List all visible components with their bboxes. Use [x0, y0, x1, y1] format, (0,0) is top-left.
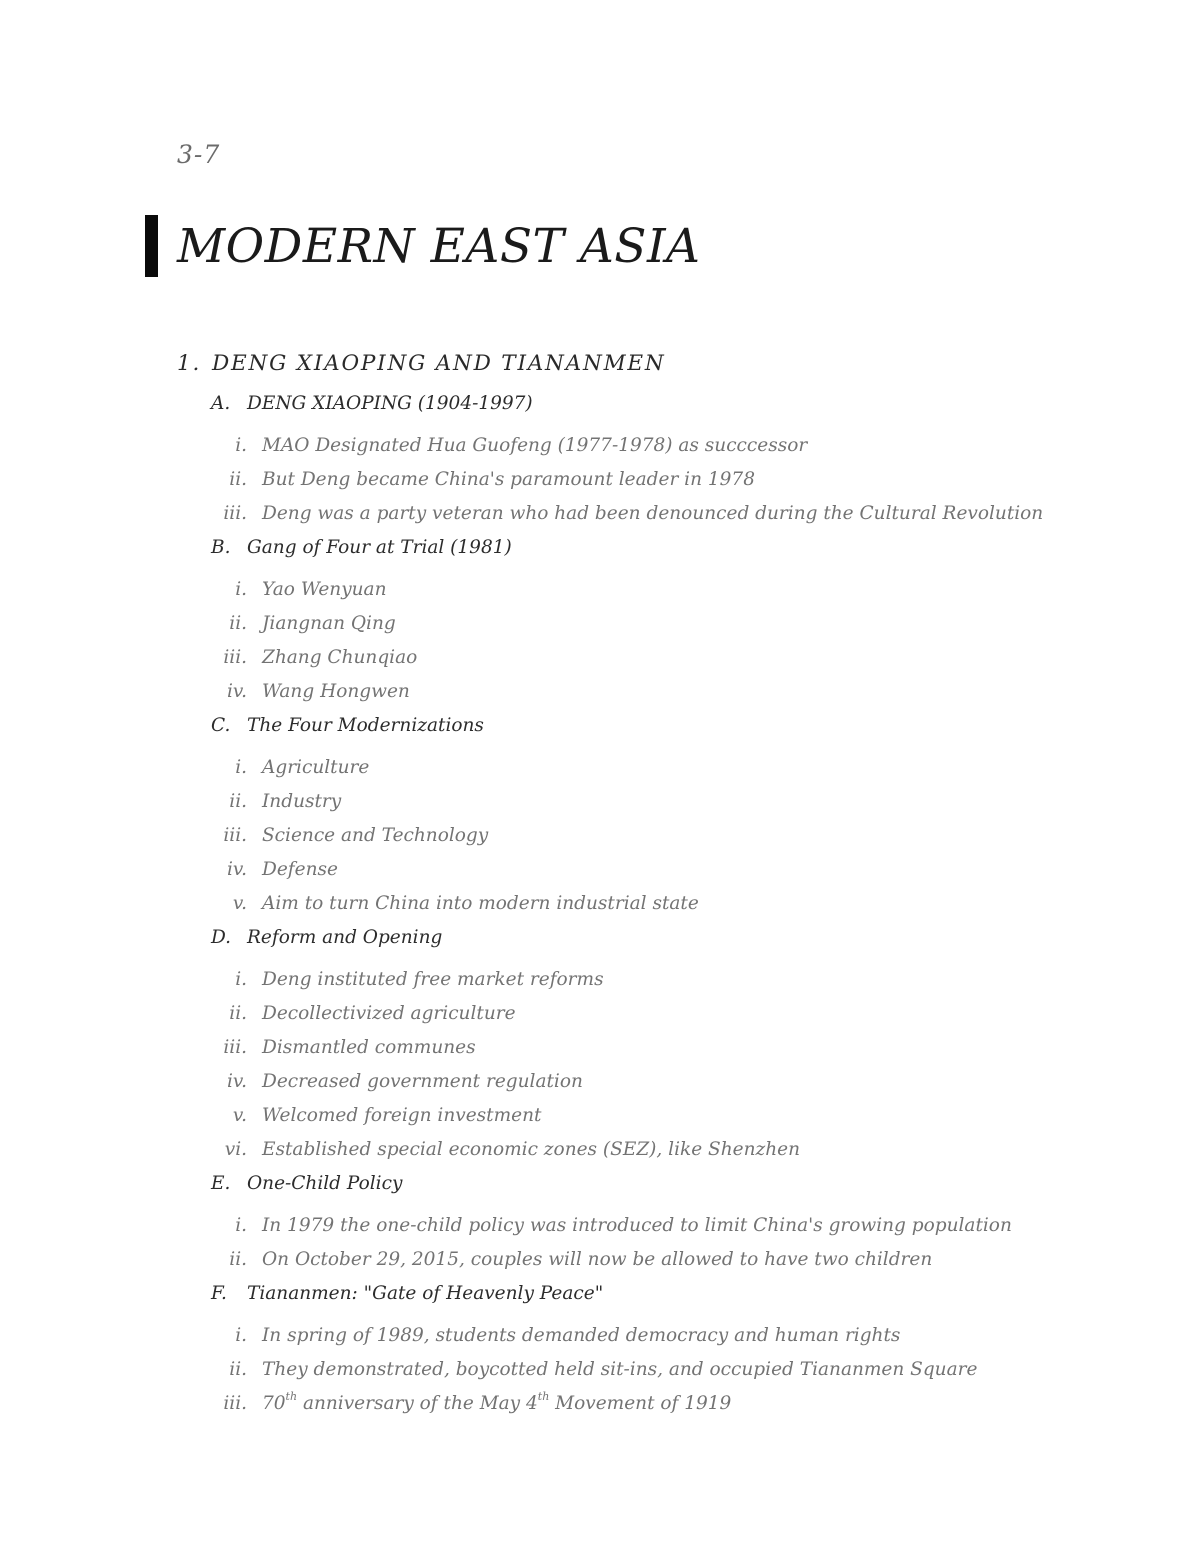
subsection-label: B. [211, 537, 231, 558]
superscript: th [537, 1389, 550, 1403]
list-item-number: ii. [229, 613, 247, 634]
section-heading [177, 350, 666, 378]
list-item-number: v. [232, 893, 247, 914]
list-item-number: ii. [229, 1359, 247, 1380]
list-item-number: i. [235, 1215, 247, 1236]
list-item-text: Deng was a party veteran who had been denounced during the Cultural Revolution [262, 503, 1044, 524]
list-item-text: Dismantled communes [262, 1037, 476, 1058]
list-item-number: iv. [226, 681, 247, 702]
text-run: anniversary of the May 4 [297, 1393, 538, 1414]
list-item-number: ii. [229, 791, 247, 812]
list-item-text: Decollectivized agriculture [262, 1003, 516, 1024]
subsection-label: E. [211, 1173, 231, 1194]
list-item-text [262, 1389, 732, 1416]
list-item-text: On October 29, 2015, couples will now be allowed to have two children [262, 1249, 933, 1270]
section-title: DENG XIAOPING AND TIANANMEN [212, 351, 666, 376]
list-item-number: iii. [223, 503, 247, 524]
subsection-heading [211, 926, 442, 950]
list-item-number: iii. [223, 647, 247, 668]
list-item-number: ii. [229, 469, 247, 490]
subsection-label: A. [211, 393, 231, 414]
subsection-title: Tiananmen: "Gate of Heavenly Peace" [247, 1283, 604, 1304]
list-item-number: iv. [226, 1071, 247, 1092]
subsection-title: DENG XIAOPING (1904-1997) [247, 393, 533, 414]
list-item-text: But Deng became China's paramount leader in 1978 [262, 469, 755, 490]
list-item-number: i. [235, 757, 247, 778]
list-item-number: iii. [223, 825, 247, 846]
list-item-number: ii. [229, 1249, 247, 1270]
list-item-text: They demonstrated, boycotted held sit-ins, and occupied Tiananmen Square [262, 1359, 978, 1380]
list-item-text: Wang Hongwen [262, 681, 410, 702]
list-item-number: ii. [229, 1003, 247, 1024]
subsection-title: One-Child Policy [247, 1173, 403, 1194]
list-item-number: i. [235, 579, 247, 600]
list-item-text: Industry [262, 791, 342, 812]
list-item-number: v. [232, 1105, 247, 1126]
list-item-text: Welcomed foreign investment [262, 1105, 542, 1126]
list-item-text: MAO Designated Hua Guofeng (1977-1978) as succcessor [262, 435, 808, 456]
superscript: th [285, 1389, 298, 1403]
list-item-text: Aim to turn China into modern industrial state [262, 893, 699, 914]
subsection-heading [211, 536, 512, 560]
list-item-text: Agriculture [262, 757, 370, 778]
list-item-text: Jiangnan Qing [262, 613, 396, 634]
subsection-title: Reform and Opening [247, 927, 443, 948]
subsection-title: The Four Modernizations [247, 715, 484, 736]
title-accent-bar [145, 215, 158, 277]
page-date: 3-7 [177, 140, 221, 169]
list-item-number: i. [235, 435, 247, 456]
subsection-heading [211, 1282, 603, 1306]
list-item-text: Deng instituted free market reforms [262, 969, 604, 990]
subsection-title: Gang of Four at Trial (1981) [247, 537, 512, 558]
subsection-heading [211, 1172, 402, 1196]
subsection-heading [211, 392, 533, 416]
list-item-text: Decreased government regulation [262, 1071, 583, 1092]
list-item-number: iii. [223, 1393, 247, 1414]
list-item-text: Science and Technology [262, 825, 489, 846]
list-item-number: vi. [224, 1139, 247, 1160]
list-item-number: iv. [226, 859, 247, 880]
subsection-heading [211, 714, 484, 738]
list-item-number: iii. [223, 1037, 247, 1058]
page-title: MODERN EAST ASIA [177, 219, 701, 274]
list-item-text: Yao Wenyuan [262, 579, 387, 600]
section-number: 1. [177, 351, 202, 376]
list-item-text: In 1979 the one-child policy was introduced to limit China's growing population [262, 1215, 1012, 1236]
subsection-label: C. [211, 715, 231, 736]
list-item-text: Defense [262, 859, 338, 880]
text-run: 70 [262, 1393, 286, 1414]
list-item-text: Zhang Chunqiao [262, 647, 418, 668]
subsection-label: F. [211, 1283, 227, 1304]
list-item-text: In spring of 1989, students demanded democracy and human rights [262, 1325, 901, 1346]
list-item-number: i. [235, 1325, 247, 1346]
list-item-text: Established special economic zones (SEZ), like Shenzhen [262, 1139, 801, 1160]
text-run: Movement of 1919 [549, 1393, 732, 1414]
list-item-number: i. [235, 969, 247, 990]
subsection-label: D. [211, 927, 232, 948]
